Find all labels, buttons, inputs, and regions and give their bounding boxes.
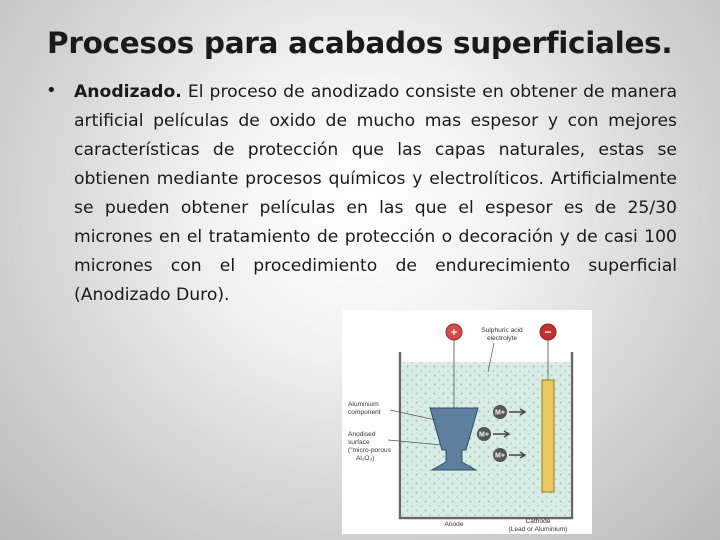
component-label-line2: component: [348, 409, 381, 416]
bullet-paragraph: [74, 78, 677, 310]
cathode-bar: [542, 380, 554, 492]
ion-3-label: M+: [495, 452, 505, 460]
surface-label-line4: Al₂O₃): [356, 455, 375, 462]
bullet-dot: •: [46, 80, 57, 101]
ion-2-label: M+: [479, 431, 489, 439]
anode-label: Anode: [444, 521, 464, 528]
electrolyte-label-line2: electrolyte: [486, 335, 518, 342]
bullet-text: El proceso de anodizado consiste en obtener de manera artificial películas de oxido de mucho mas espesor y con mejores características de protección que las capas naturales, estas se obtienen mediante procesos químicos y electrolíticos. Artificialmente se pueden obtener películas en las que el espesor es de 25/30 micrones en el tratamiento de protección o decoración y de casi 100 micrones con el procedimiento de endurecimiento superficial (Anodizado Duro).: [74, 82, 677, 305]
surface-label-line2: surface: [348, 439, 370, 446]
bullet-term: Anodizado.: [74, 82, 182, 102]
anodizing-diagram-svg: [342, 310, 592, 534]
slide-title: Procesos para acabados superficiales.: [47, 26, 673, 60]
ion-1-label: M+: [495, 409, 505, 417]
surface-label-line3: ("micro-porous: [348, 447, 392, 454]
plus-sign: +: [450, 327, 458, 339]
surface-label-line1: Anodised: [348, 431, 376, 438]
electrolyte-label-line1: Sulphuric acid: [481, 327, 523, 334]
cathode-label-line1: Cathode: [525, 518, 551, 525]
cathode-label-line2: (Lead or Aluminium): [508, 526, 568, 533]
anodizing-diagram: [342, 310, 592, 534]
minus-sign: −: [544, 325, 552, 339]
component-label-line1: Aluminium: [348, 401, 379, 408]
